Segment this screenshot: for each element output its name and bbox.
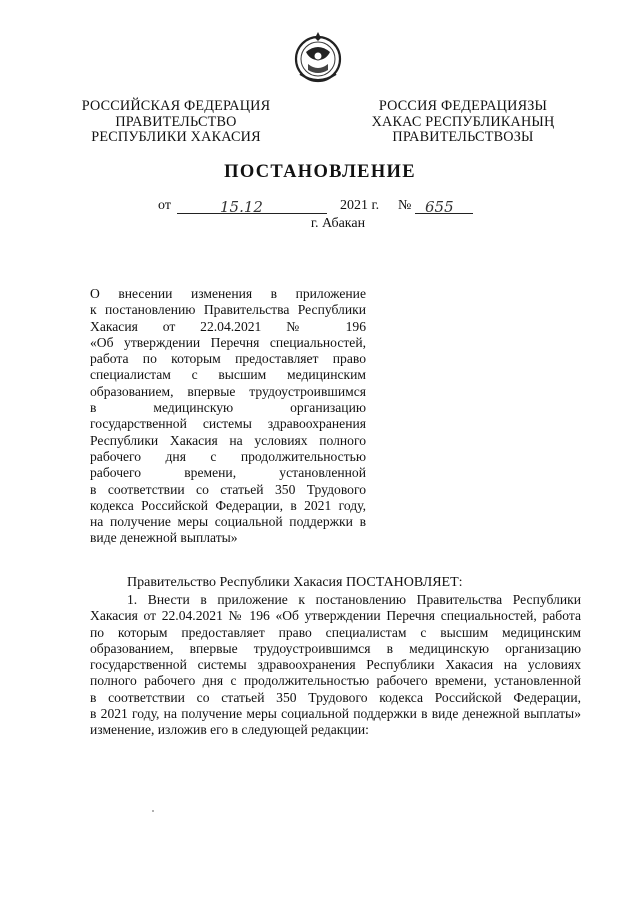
from-label: от (158, 198, 171, 213)
header-left-block (70, 99, 282, 146)
subject-line: на получение меры социальной поддержки в (90, 514, 366, 530)
body-line: изменение, изложив его в следующей редакции: (90, 722, 369, 738)
body-line: образованием, впервые трудоустроившимся в медицинскую организацию (90, 640, 581, 656)
body-line: Хакасия от 22.04.2021 № 196 «Об утверждении Перечня специальностей, работа (90, 608, 581, 624)
subject-line: специалистам с высшим медицинским (90, 367, 366, 383)
body-line: в 2021 году, на получение меры социальной поддержки в виде денежной выплаты» (90, 706, 581, 722)
body-line: по которым предоставляет право специалистам с высшим медицинским (90, 624, 581, 640)
subject-line: работа по которым предоставляет право (90, 351, 366, 367)
subject-line: в соответствии со статьей 350 Трудового (90, 481, 366, 497)
city-line: г. Абакан (310, 216, 366, 231)
subject-line: Республики Хакасия на условиях полного (90, 432, 366, 448)
number-label: № (398, 198, 412, 213)
subject-line: рабочего дня с продолжительностью (90, 448, 366, 464)
subject-block (90, 286, 366, 547)
body-line: государственной системы здравоохранения Республики Хакасия на условиях (90, 657, 581, 673)
subject-line: Хакасия от 22.04.2021 № 196 (90, 318, 366, 334)
body-paragraph (90, 592, 581, 739)
subject-line: к постановлению Правительства Республики (90, 302, 366, 318)
scan-speck (152, 810, 154, 812)
subject-line: виде денежной выплаты» (90, 530, 238, 546)
body-line: полного рабочего дня с продолжительностью рабочего времени, установленной (90, 673, 581, 689)
subject-line: «Об утверждении Перечня специальностей, (90, 334, 366, 350)
header-right-line: ХАКАС РЕСПУБЛИКАНЫҢ (371, 113, 555, 130)
handwritten-date: 15.12 (220, 198, 263, 216)
subject-line: рабочего времени, установленной (90, 465, 366, 481)
body-line: в соответствии со статьей 350 Трудового кодекса Российской Федерации, (90, 689, 581, 705)
year-label: 2021 г. (340, 198, 380, 213)
header-right-block (362, 99, 564, 146)
handwritten-number: 655 (425, 198, 454, 216)
subject-line: кодекса Российской Федерации, в 2021 году, (90, 497, 366, 513)
header-right-line: ПРАВИТЕЛЬСТВОЗЫ (392, 129, 534, 146)
coat-of-arms-emblem-icon (292, 26, 344, 88)
preamble: Правительство Республики Хакасия ПОСТАНОВЛЯЕТ: (127, 575, 463, 590)
subject-line: в медицинскую организацию (90, 400, 366, 416)
header-left-line: РЕСПУБЛИКИ ХАКАСИЯ (91, 129, 261, 146)
subject-line: О внесении изменения в приложение (90, 286, 366, 301)
header-right-line: РОССИЯ ФЕДЕРАЦИЯЗЫ (378, 98, 548, 114)
header-left-line: РОССИЙСКАЯ ФЕДЕРАЦИЯ (81, 98, 271, 114)
header-left-line: ПРАВИТЕЛЬСТВО (115, 113, 237, 130)
body-line: 1. Внести в приложение к постановлению Правительства Республики (127, 592, 581, 607)
subject-line: государственной системы здравоохранения (90, 416, 366, 432)
document-title: ПОСТАНОВЛЕНИЕ (224, 162, 416, 182)
subject-line: образованием, впервые трудоустроившимся (90, 383, 366, 399)
